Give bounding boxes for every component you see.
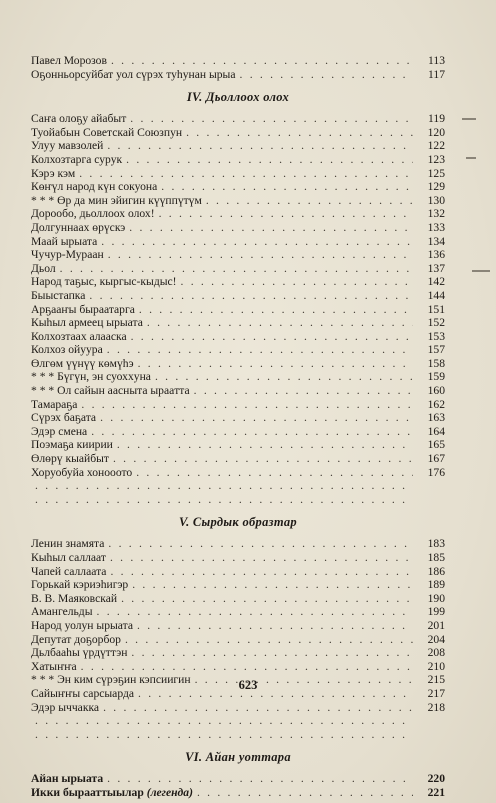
page-number: 623 — [238, 678, 258, 692]
leader-dots — [97, 605, 414, 619]
entry-page: 221 — [427, 785, 445, 799]
section-heading: IV. Дьоллоох олох — [186, 90, 290, 105]
leader-dots — [130, 112, 413, 126]
entry-title: Оҕонньорсуйбат уол сүрэх туһунан ырыа — [31, 67, 236, 81]
entry-title: * * * Өр да мин эйигин күүппүтүм — [31, 193, 202, 207]
toc-entry — [31, 660, 445, 674]
toc-entry — [31, 786, 445, 800]
entry-title: Колхозтарга сурук — [31, 152, 123, 166]
toc-entry — [31, 194, 445, 208]
leader-dots — [197, 786, 413, 800]
entry-title: Колхоз ойуура — [31, 343, 103, 357]
toc-entry — [31, 479, 445, 493]
entry-title: * * * Ол сайын аасныта ырaaтта — [31, 384, 190, 398]
entry-title: Ленин знамята — [31, 537, 105, 551]
leader-dots — [103, 701, 413, 715]
leader-dots — [100, 411, 413, 425]
toc-entry — [31, 701, 445, 715]
leader-dots — [81, 660, 413, 674]
entry-page: 201 — [427, 618, 445, 632]
toc-entry — [31, 772, 445, 786]
toc-entry — [31, 235, 445, 249]
leader-dots — [161, 180, 413, 194]
toc-entry — [31, 289, 445, 303]
scan-mark — [472, 270, 490, 272]
entry-page: 165 — [427, 438, 445, 452]
leader-dots — [240, 68, 414, 82]
toc-entry — [31, 357, 445, 371]
leader-dots — [107, 772, 413, 786]
toc-entry — [31, 398, 445, 412]
entry-page: 217 — [427, 686, 445, 700]
leader-dots — [159, 207, 413, 221]
toc-entry — [31, 68, 445, 82]
entry-page: 158 — [427, 356, 445, 370]
leader-dots — [79, 167, 413, 181]
toc-entry — [31, 221, 445, 235]
entry-page: 136 — [427, 248, 445, 262]
entry-genre-note: (легенда) — [146, 785, 193, 799]
leader-dots — [35, 714, 413, 728]
entry-title: Колхозтаах алааска — [31, 329, 127, 343]
leader-dots — [138, 357, 413, 371]
section-heading: VI. Айан уоттара — [185, 750, 291, 765]
entry-title: Айан ырыата — [31, 772, 104, 786]
entry-page: 163 — [427, 411, 445, 425]
entry-page: 144 — [427, 288, 445, 302]
entry-page: 157 — [427, 343, 445, 357]
leader-dots — [147, 316, 413, 330]
entry-page: 159 — [427, 370, 445, 384]
entry-page: 164 — [427, 424, 445, 438]
entry-page: 113 — [428, 54, 445, 67]
toc-entry — [31, 411, 445, 425]
entry-page: 186 — [427, 564, 445, 578]
entry-page: 185 — [427, 551, 445, 564]
entry-page: 218 — [427, 700, 445, 714]
entry-title: Кыһыл армеец ырыата — [31, 316, 143, 330]
leader-dots — [89, 289, 413, 303]
toc-entry — [31, 112, 445, 126]
leader-dots — [186, 126, 413, 140]
entry-title: Маай ырыата — [31, 234, 98, 248]
entry-page: 160 — [427, 384, 445, 398]
entry-title: Поэмаҕа киирии — [31, 438, 113, 452]
leader-dots — [129, 221, 413, 235]
entry-page: 215 — [427, 673, 445, 687]
toc-entry — [31, 370, 445, 384]
entry-page: 134 — [427, 234, 445, 248]
leader-dots — [108, 537, 413, 551]
toc-entry — [31, 207, 445, 221]
toc-entry — [31, 139, 445, 153]
toc-entry — [31, 565, 445, 579]
toc-entry — [31, 330, 445, 344]
leader-dots — [131, 330, 413, 344]
toc-entry — [31, 452, 445, 466]
leader-dots — [206, 194, 413, 208]
toc-entry — [31, 633, 445, 647]
toc-entry — [31, 619, 445, 633]
toc-entry — [31, 343, 445, 357]
entry-page: 152 — [427, 316, 445, 330]
toc-entry — [31, 466, 445, 480]
entry-page: 123 — [427, 152, 445, 166]
leader-dots — [110, 565, 413, 579]
entry-title: Депутат доҕорбор — [31, 632, 121, 646]
entry-title: Амангельды — [31, 605, 93, 619]
entry-title: Долгуннаах өрүскэ — [31, 220, 126, 234]
entry-title-main: Икки бырааттыылар — [31, 785, 147, 799]
toc-entry — [31, 592, 445, 606]
entry-title: Народ уолун ырыата — [31, 618, 133, 632]
toc-entry — [31, 275, 445, 289]
entry-title: Көҥүл народ күн сокуона — [31, 180, 158, 194]
entry-title: Хоруобуйа хонооото — [31, 465, 133, 479]
entry-title: Өлөрү кыайбыт — [31, 452, 109, 466]
entry-page: 153 — [427, 329, 445, 343]
toc-entry — [31, 303, 445, 317]
leader-dots — [101, 235, 413, 249]
toc-entry — [31, 578, 445, 592]
entry-title: Кыһыл саллаат — [31, 551, 106, 564]
entry-page: 119 — [428, 112, 445, 126]
entry-title: Чучур-Мураан — [31, 248, 104, 262]
leader-dots — [35, 493, 413, 507]
toc-entry — [31, 493, 445, 507]
section-heading: V. Сырдык образтар — [179, 515, 297, 530]
entry-title: Улуу мавзолей — [31, 139, 104, 153]
toc-entry — [31, 425, 445, 439]
leader-dots — [117, 438, 413, 452]
entry-title: Горькай кэриэһигэр — [31, 578, 129, 592]
entry-page: 162 — [427, 397, 445, 411]
leader-dots — [136, 466, 413, 480]
toc-entry — [31, 126, 445, 140]
toc-entry — [31, 714, 445, 728]
entry-title: Өлгөм үүнүү көмүһэ — [31, 356, 134, 370]
leader-dots — [194, 384, 413, 398]
entry-title: Чапей саллаата — [31, 564, 107, 578]
leader-dots — [181, 275, 413, 289]
entry-page: 220 — [427, 772, 445, 786]
scan-mark — [466, 157, 476, 159]
entry-page: 122 — [427, 139, 445, 153]
leader-dots — [113, 452, 413, 466]
entry-page: 208 — [427, 646, 445, 660]
toc-entry — [31, 384, 445, 398]
entry-page: 199 — [427, 605, 445, 619]
entry-page: 133 — [427, 220, 445, 234]
entry-page: 176 — [427, 465, 445, 479]
toc-entry — [31, 316, 445, 330]
entry-title: Саҥа олоҕу айабыт — [31, 112, 127, 126]
toc-entry — [31, 153, 445, 167]
toc-entry — [31, 537, 445, 551]
toc-entry — [31, 438, 445, 452]
entry-page: 130 — [427, 193, 445, 207]
entry-page: 183 — [427, 537, 445, 551]
leader-dots — [125, 633, 413, 647]
leader-dots — [110, 551, 413, 565]
leader-dots — [121, 592, 413, 606]
leader-dots — [107, 139, 413, 153]
entry-title: Кэрэ кэм — [31, 166, 76, 180]
entry-page: 132 — [427, 207, 445, 221]
entry-page: 190 — [427, 591, 445, 605]
leader-dots — [111, 54, 413, 68]
entry-title: Дьлбааһы үрдүттэн — [31, 646, 128, 660]
leader-dots — [60, 262, 413, 276]
entry-title: Быыстапка — [31, 288, 86, 302]
entry-page: 167 — [427, 452, 445, 466]
entry-title: Арҕааҥы быраатарга — [31, 302, 135, 316]
entry-title: Эдэр смена — [31, 424, 88, 438]
toc-entry — [31, 167, 445, 181]
entry-page: 129 — [427, 180, 445, 194]
leader-dots — [108, 248, 413, 262]
entry-page: 120 — [427, 125, 445, 139]
leader-dots — [35, 728, 413, 742]
entry-page: 117 — [428, 67, 445, 81]
entry-title: Сүрэх баҕата — [31, 411, 97, 425]
entry-page: 125 — [427, 166, 445, 180]
toc-entry — [31, 248, 445, 262]
leader-dots — [131, 646, 413, 660]
leader-dots — [155, 370, 413, 384]
entry-title — [31, 786, 193, 800]
entry-title: Эдэр ыччакка — [31, 700, 100, 714]
leader-dots — [132, 578, 413, 592]
entry-title: Дорообо, дьоллоох олох! — [31, 207, 155, 221]
leader-dots — [107, 343, 413, 357]
entry-title: Дьол — [31, 261, 56, 275]
entry-title: Народ таҕыс, кыргыс-кыдыс! — [31, 275, 177, 289]
leader-dots — [35, 479, 413, 493]
entry-title: Хатыҥҥа — [31, 659, 77, 673]
leader-dots — [139, 303, 413, 317]
entry-page: 151 — [427, 302, 445, 316]
entry-title: Туойабын Советскай Союзпун — [31, 125, 183, 139]
entry-title: Тамараҕа — [31, 397, 78, 411]
entry-title: Сайыҥҥы сарсыарда — [31, 686, 135, 700]
entry-page: 189 — [427, 578, 445, 592]
leader-dots — [91, 425, 413, 439]
toc-entry — [31, 54, 445, 68]
entry-title: * * * Эн ким сүрэҕин кэпсиигин — [31, 673, 191, 687]
toc-entry — [31, 180, 445, 194]
toc-entry — [31, 646, 445, 660]
leader-dots — [81, 398, 413, 412]
entry-page: 210 — [427, 659, 445, 673]
entry-page: 204 — [427, 632, 445, 646]
toc-entry — [31, 728, 445, 742]
toc-entry — [31, 605, 445, 619]
entry-title: Павел Морозов — [31, 54, 107, 67]
leader-dots — [126, 153, 413, 167]
toc-entry — [31, 551, 445, 565]
entry-page: 142 — [427, 275, 445, 289]
entry-title: * * * Бүгүн, эн суохxуна — [31, 370, 151, 384]
leader-dots — [137, 619, 413, 633]
scan-mark — [462, 118, 476, 120]
toc-entry — [31, 262, 445, 276]
entry-page: 137 — [427, 261, 445, 275]
entry-title: В. В. Маяковскай — [31, 591, 118, 605]
